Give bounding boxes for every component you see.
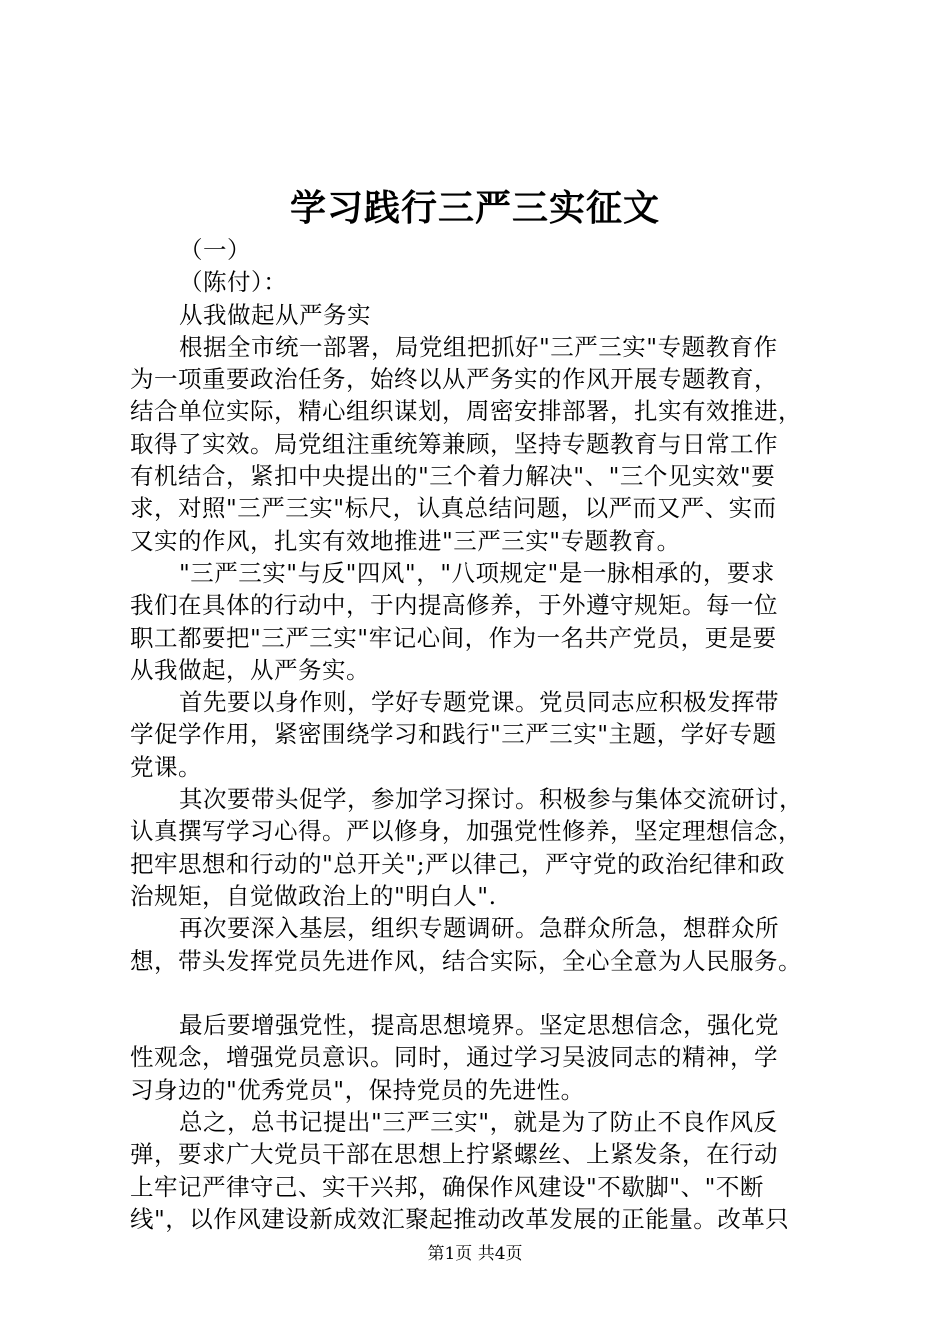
section-number: （一） <box>179 236 251 264</box>
paragraph-line: 根据全市统一部署，局党组把抓好"三严三实"专题教育作 <box>179 332 778 361</box>
paragraph-line: 取得了实效。局党组注重统筹兼顾，坚持专题教育与日常工作 <box>130 429 778 458</box>
paragraph-line: 学促学作用，紧密围绕学习和践行"三严三实"主题，学好专题 <box>130 720 777 749</box>
paragraph-line: 党课。 <box>130 752 202 781</box>
paragraph <box>130 686 840 783</box>
paragraph-line: 为一项重要政治任务，始终以从严务实的作风开展专题教育， <box>130 365 778 394</box>
paragraph-line: 首先要以身作则，学好专题党课。党员同志应积极发挥带 <box>179 688 779 717</box>
paragraph-line: 我们在具体的行动中，于内提高修养，于外遵守规矩。每一位 <box>130 591 778 620</box>
paragraph-line: 求，对照"三严三实"标尺，认真总结问题，以严而又严、实而 <box>130 494 777 523</box>
paragraph-line: 其次要带头促学，参加学习探讨。积极参与集体交流研讨， <box>179 785 803 814</box>
paragraph-line: 再次要深入基层，组织专题调研。急群众所急，想群众所 <box>179 914 779 943</box>
paragraph-line: 又实的作风，扎实有效地推进"三严三实"专题教育。 <box>130 526 681 555</box>
paragraph <box>130 1009 840 1106</box>
paragraph <box>130 1106 840 1235</box>
paragraph <box>130 331 840 557</box>
paragraph-line: 认真撰写学习心得。严以修身，加强党性修养，坚定理想信念， <box>130 817 802 846</box>
document-title: 学习践行三严三实征文 <box>289 187 660 229</box>
author-line: （陈付）： <box>179 268 288 297</box>
paragraph-line: 上牢记严律守己、实干兴邦，确保作风建设"不歇脚"、"不断 <box>130 1172 764 1201</box>
paragraph <box>130 783 840 912</box>
paragraph-line: 想，带头发挥党员先进作风，结合实际，全心全意为人民服务。 <box>130 946 802 975</box>
paragraph-line: 把牢思想和行动的"总开关";严以律己，严守党的政治纪律和政 <box>130 849 786 878</box>
subtitle-line: 从我做起从严务实 <box>179 300 371 329</box>
paragraph <box>130 557 840 686</box>
paragraph-line: 线"，以作风建设新成效汇聚起推动改革发展的正能量。改革只 <box>130 1204 790 1233</box>
paragraph-line: 弹，要求广大党员干部在思想上拧紧螺丝、上紧发条，在行动 <box>130 1140 778 1169</box>
page-footer: 第1页 共4页 <box>427 1244 523 1264</box>
paragraph-line: 从我做起，从严务实。 <box>130 655 370 684</box>
paragraph-line: 治规矩，自觉做政治上的"明白人". <box>130 881 497 910</box>
paragraph-line: 有机结合，紧扣中央提出的"三个着力解决"、"三个见实效"要 <box>130 462 776 491</box>
paragraph-line: 性观念，增强党员意识。同时，通过学习吴波同志的精神，学 <box>130 1043 778 1072</box>
paragraph-line: 习身边的"优秀党员"，保持党员的先进性。 <box>130 1075 585 1104</box>
paragraph-line: 职工都要把"三严三实"牢记心间，作为一名共产党员，更是要 <box>130 623 777 652</box>
paragraph <box>130 912 840 977</box>
blank-line <box>130 977 840 1009</box>
paragraph-line: 结合单位实际，精心组织谋划，周密安排部署，扎实有效推进， <box>130 397 802 426</box>
paragraph-line: "三严三实"与反"四风"，"八项规定"是一脉相承的，要求 <box>179 558 775 587</box>
document-body <box>130 234 840 1235</box>
paragraph-line: 总之，总书记提出"三严三实"，就是为了防止不良作风反 <box>179 1108 778 1137</box>
paragraph-line: 最后要增强党性，提高思想境界。坚定思想信念，强化党 <box>179 1011 779 1040</box>
